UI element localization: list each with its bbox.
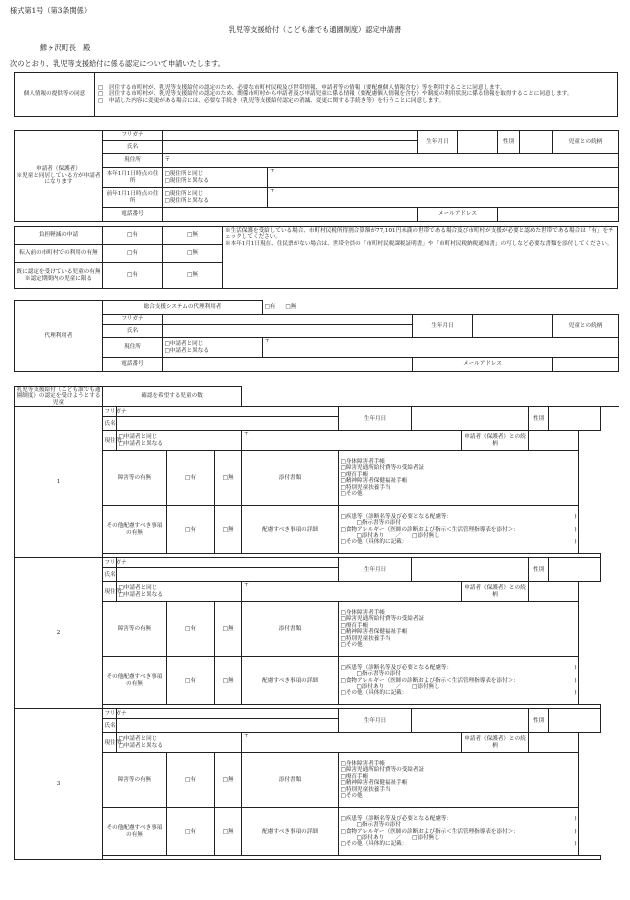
child-name-field[interactable] [117,719,339,733]
child-furigana-field[interactable] [117,558,339,568]
care-detail-label: 配慮すべき事項の詳細 [242,808,339,856]
furigana-label: フリガナ [103,709,117,719]
agent-birth-field[interactable] [473,315,553,338]
child-relation-field[interactable] [529,431,579,451]
care-label: その他配慮すべき事項の有無 [103,808,167,856]
child-number: 1 [15,407,103,558]
child-number: 2 [15,558,103,709]
email-label: メールアドレス [413,358,553,372]
disability-no-checkbox[interactable]: □無 [215,602,242,657]
privacy-consent-2[interactable]: □ 居住する市町村が、乳児等支援給付の認定のため、関係市町村から申請者及び申請児童に係る情報（要配慮個人情報を含む）や制度の利用状況に係る情報を取得することに同意します。 [98,91,573,98]
birth-label: 生年月日 [339,709,412,733]
care-yes-checkbox[interactable]: □有 [167,657,215,705]
birth-label: 生年月日 [418,131,458,154]
jan1-prev-year-label: 前年1月1日時点の住所 [103,188,163,208]
existing-no-checkbox[interactable]: □無 [163,263,223,289]
form-number: 様式第1号（第3条関係） [10,6,92,15]
child-address-options[interactable]: □申請者と同じ □申請者と異なる [117,582,242,602]
care-yes-checkbox[interactable]: □有 [167,506,215,554]
care-yes-checkbox[interactable]: □有 [167,808,215,856]
care-no-checkbox[interactable]: □無 [215,808,242,856]
relation-label: 申請者（保護者）との続柄 [462,733,529,753]
address-label: 現住所 [103,154,163,168]
applicant-phone-field[interactable] [163,208,418,222]
disability-yes-checkbox[interactable]: □有 [167,753,215,808]
relation-label: 児童との続柄 [553,315,619,338]
relation-label: 申請者（保護者）との続柄 [462,431,529,451]
child-number: 3 [15,709,103,860]
child-address-options[interactable]: □申請者と同じ □申請者と異なる [117,431,242,451]
applicant-table [14,130,619,222]
intro-text: 次のとおり、乳児等支援給付に係る認定について申請いたします。 [10,59,225,68]
furigana-label: フリガナ [103,131,163,141]
child-sex-field[interactable] [549,558,601,582]
privacy-consent-1[interactable]: □ 居住する市町村が、乳児等支援給付の認定のため、必要な市町村民税及び世帯情報、申請者等の情報（要配慮個人情報含む）等を利用することに同意します。 [98,84,506,91]
applicant-label: 申請者（保護者） ※児童と同居している方が申請者になります [15,131,103,222]
disability-label: 障害等の有無 [103,753,167,808]
children-label: 乳児等支援給付（こども誰でも通園制度）の認定を受けようとする児童 [15,387,103,407]
attachments-label: 添付書類 [242,602,339,657]
applicant-sex-field[interactable] [520,131,553,154]
care-no-checkbox[interactable]: □無 [215,506,242,554]
furigana-label: フリガナ [103,315,163,325]
agent-system-label: 総合支援システムの代理利用者 [103,301,263,315]
applicant-email-field[interactable] [498,208,619,222]
attachments-options[interactable]: □身体障害者手帳 □障害児通所給付費等の受給者証 □療育手帳 □精神障害者保健福祉手帳 □特別児童扶養手当 □その他 [339,753,579,808]
child-birth-field[interactable] [412,558,529,582]
child-address-field[interactable]: 〒 [242,733,462,753]
applicant-birth-field[interactable] [458,131,498,154]
attachments-options[interactable]: □身体障害者手帳 □障害児通所給付費等の受給者証 □療育手帳 □精神障害者保健福祉手帳 □特別児童扶養手当 □その他 [339,602,579,657]
applicant-address-field[interactable]: 〒 [163,154,619,168]
care-label: その他配慮すべき事項の有無 [103,506,167,554]
relation-label: 申請者（保護者）との続柄 [462,582,529,602]
extra-questions-table [14,226,618,289]
child-address-field[interactable]: 〒 [242,582,462,602]
care-no-checkbox[interactable]: □無 [215,657,242,705]
birth-label: 生年月日 [413,315,473,338]
care-detail-label: 配慮すべき事項の詳細 [242,506,339,554]
child-name-field[interactable] [117,417,339,431]
disability-yes-checkbox[interactable]: □有 [167,602,215,657]
name-label: 氏名 [103,417,117,431]
prev-yes-checkbox[interactable]: □有 [103,245,163,263]
jan1-prev-address-field[interactable]: 〒 [268,188,619,208]
disability-label: 障害等の有無 [103,451,167,506]
phone-label: 電話番号 [103,208,163,222]
child-birth-field[interactable] [412,709,529,733]
child-name-field[interactable] [117,568,339,582]
name-label: 氏名 [103,325,163,338]
disability-no-checkbox[interactable]: □無 [215,753,242,808]
birth-label: 生年月日 [339,558,412,582]
disability-no-checkbox[interactable]: □無 [215,451,242,506]
relation-label: 児童との続柄 [553,131,619,154]
jan1-prev-options[interactable]: □現住所と同じ □現住所と異なる [163,188,268,208]
privacy-consent-table [14,72,618,117]
child-furigana-field[interactable] [117,709,339,719]
address-label: 現住所 [103,338,163,358]
agent-address-options[interactable]: □申請者と同じ □申請者と異なる [163,338,263,358]
agent-email-field[interactable] [553,358,619,372]
agent-system-options[interactable]: □有 □無 [263,301,619,315]
address-label: 現住所 [103,582,117,602]
burden-reduction-label: 負担軽減の申請 [15,227,103,245]
privacy-consent-3[interactable]: □ 申請した内容に変更がある場合には、必要な手続き（乳児等支援給付認定の消滅、変更に関する手続き等）を行うことに同意します。 [98,97,445,104]
addressee: 鰺ヶ沢町長 殿 [40,43,91,52]
child-relation-field[interactable] [529,582,579,602]
care-detail-label: 配慮すべき事項の詳細 [242,657,339,705]
care-label: その他配慮すべき事項の有無 [103,657,167,705]
prev-no-checkbox[interactable]: □無 [163,245,223,263]
form-title: 乳児等支援給付（こども誰でも通園制度）認定申請書 [228,25,402,34]
children-table [14,386,619,860]
care-detail-options[interactable]: □疾患等（診断名等及び必要となる配慮等： ) □指示書等の添付 □食物アレルギー（医師の診断および指示＜生活管理指導表を添付＞： ) □添付あり ／ □添付無し □その他（具体的に記載： ) [339,808,579,856]
disability-label: 障害等の有無 [103,602,167,657]
sex-label: 性別 [529,407,549,431]
child-address-options[interactable]: □申請者と同じ □申請者と異なる [117,733,242,753]
attachments-label: 添付書類 [242,753,339,808]
applicant-name-field[interactable] [163,141,418,154]
child-birth-field[interactable] [412,407,529,431]
previous-municipality-label: 転入前の市町村での利用の有無 [15,245,103,263]
child-address-field[interactable]: 〒 [242,431,462,451]
existing-yes-checkbox[interactable]: □有 [103,263,163,289]
address-label: 現住所 [103,431,117,451]
attachments-options[interactable]: □身体障害者手帳 □障害児通所給付費等の受給者証 □療育手帳 □精神障害者保健福祉手帳 □特別児童扶養手当 □その他 [339,451,579,506]
attachments-label: 添付書類 [242,451,339,506]
agent-table [14,300,619,372]
burden-no-checkbox[interactable]: □無 [163,227,223,245]
furigana-label: フリガナ [103,407,117,417]
agent-phone-field[interactable] [163,358,413,372]
disability-yes-checkbox[interactable]: □有 [167,451,215,506]
agent-address-field[interactable]: 〒 [263,338,619,358]
name-label: 氏名 [103,719,117,733]
child-furigana-field[interactable] [117,407,339,417]
agent-furigana-field[interactable] [163,315,413,325]
birth-label: 生年月日 [339,407,412,431]
address-label: 現住所 [103,733,117,753]
child-count-label: 確認を希望する児童の数 [103,387,242,407]
agent-label: 代理利用者 [15,301,103,372]
care-detail-options[interactable]: □疾患等（診断名等及び必要となる配慮等： ) □指示書等の添付 □食物アレルギー（医師の診断および指示＜生活管理指導表を添付＞： ) □添付あり ／ □添付無し □その他（具体的に記載： ) [339,657,579,705]
phone-label: 電話番号 [103,358,163,372]
email-label: メールアドレス [418,208,498,222]
furigana-label: フリガナ [103,558,117,568]
jan1-this-address-field[interactable]: 〒 [268,168,619,188]
name-label: 氏名 [103,568,117,582]
sex-label: 性別 [498,131,520,154]
agent-name-field[interactable] [163,325,413,338]
child-sex-field[interactable] [549,709,601,733]
sex-label: 性別 [529,558,549,582]
child-sex-field[interactable] [549,407,601,431]
sex-label: 性別 [529,709,549,733]
care-detail-options[interactable]: □疾患等（診断名等及び必要となる配慮等： ) □指示書等の添付 □食物アレルギー（医師の診断および指示＜生活管理指導表を添付＞： ) □添付あり ／ □添付無し □その他（具体的に記載： ) [339,506,579,554]
existing-child-label: 既に認定を受けている児童の有無 ※認定期間内の児童に限る [15,263,103,289]
jan1-this-year-label: 本年1月1日時点の住所 [103,168,163,188]
name-label: 氏名 [103,141,163,154]
extra-notes: ※生活保護を受給している場合、市町村民税所得割合算額が77,101円未満の世帯である場合及び市町村が支援が必要と認めた世帯である場合は「有」をチェックしてください。 ※本年1月1日現在、住民票がない場合は、世帯全員の「市町村民税課税証明書」や「市町村民税納税通知書」の写しなど必要な書類を添付してください。 [223,227,618,289]
privacy-label: 個人情報の提供等の同意 [15,73,95,117]
child-relation-field[interactable] [529,733,579,753]
jan1-this-options[interactable]: □現住所と同じ □現住所と異なる [163,168,268,188]
child-count-field[interactable] [242,387,619,407]
applicant-furigana-field[interactable] [163,131,418,141]
burden-yes-checkbox[interactable]: □有 [103,227,163,245]
